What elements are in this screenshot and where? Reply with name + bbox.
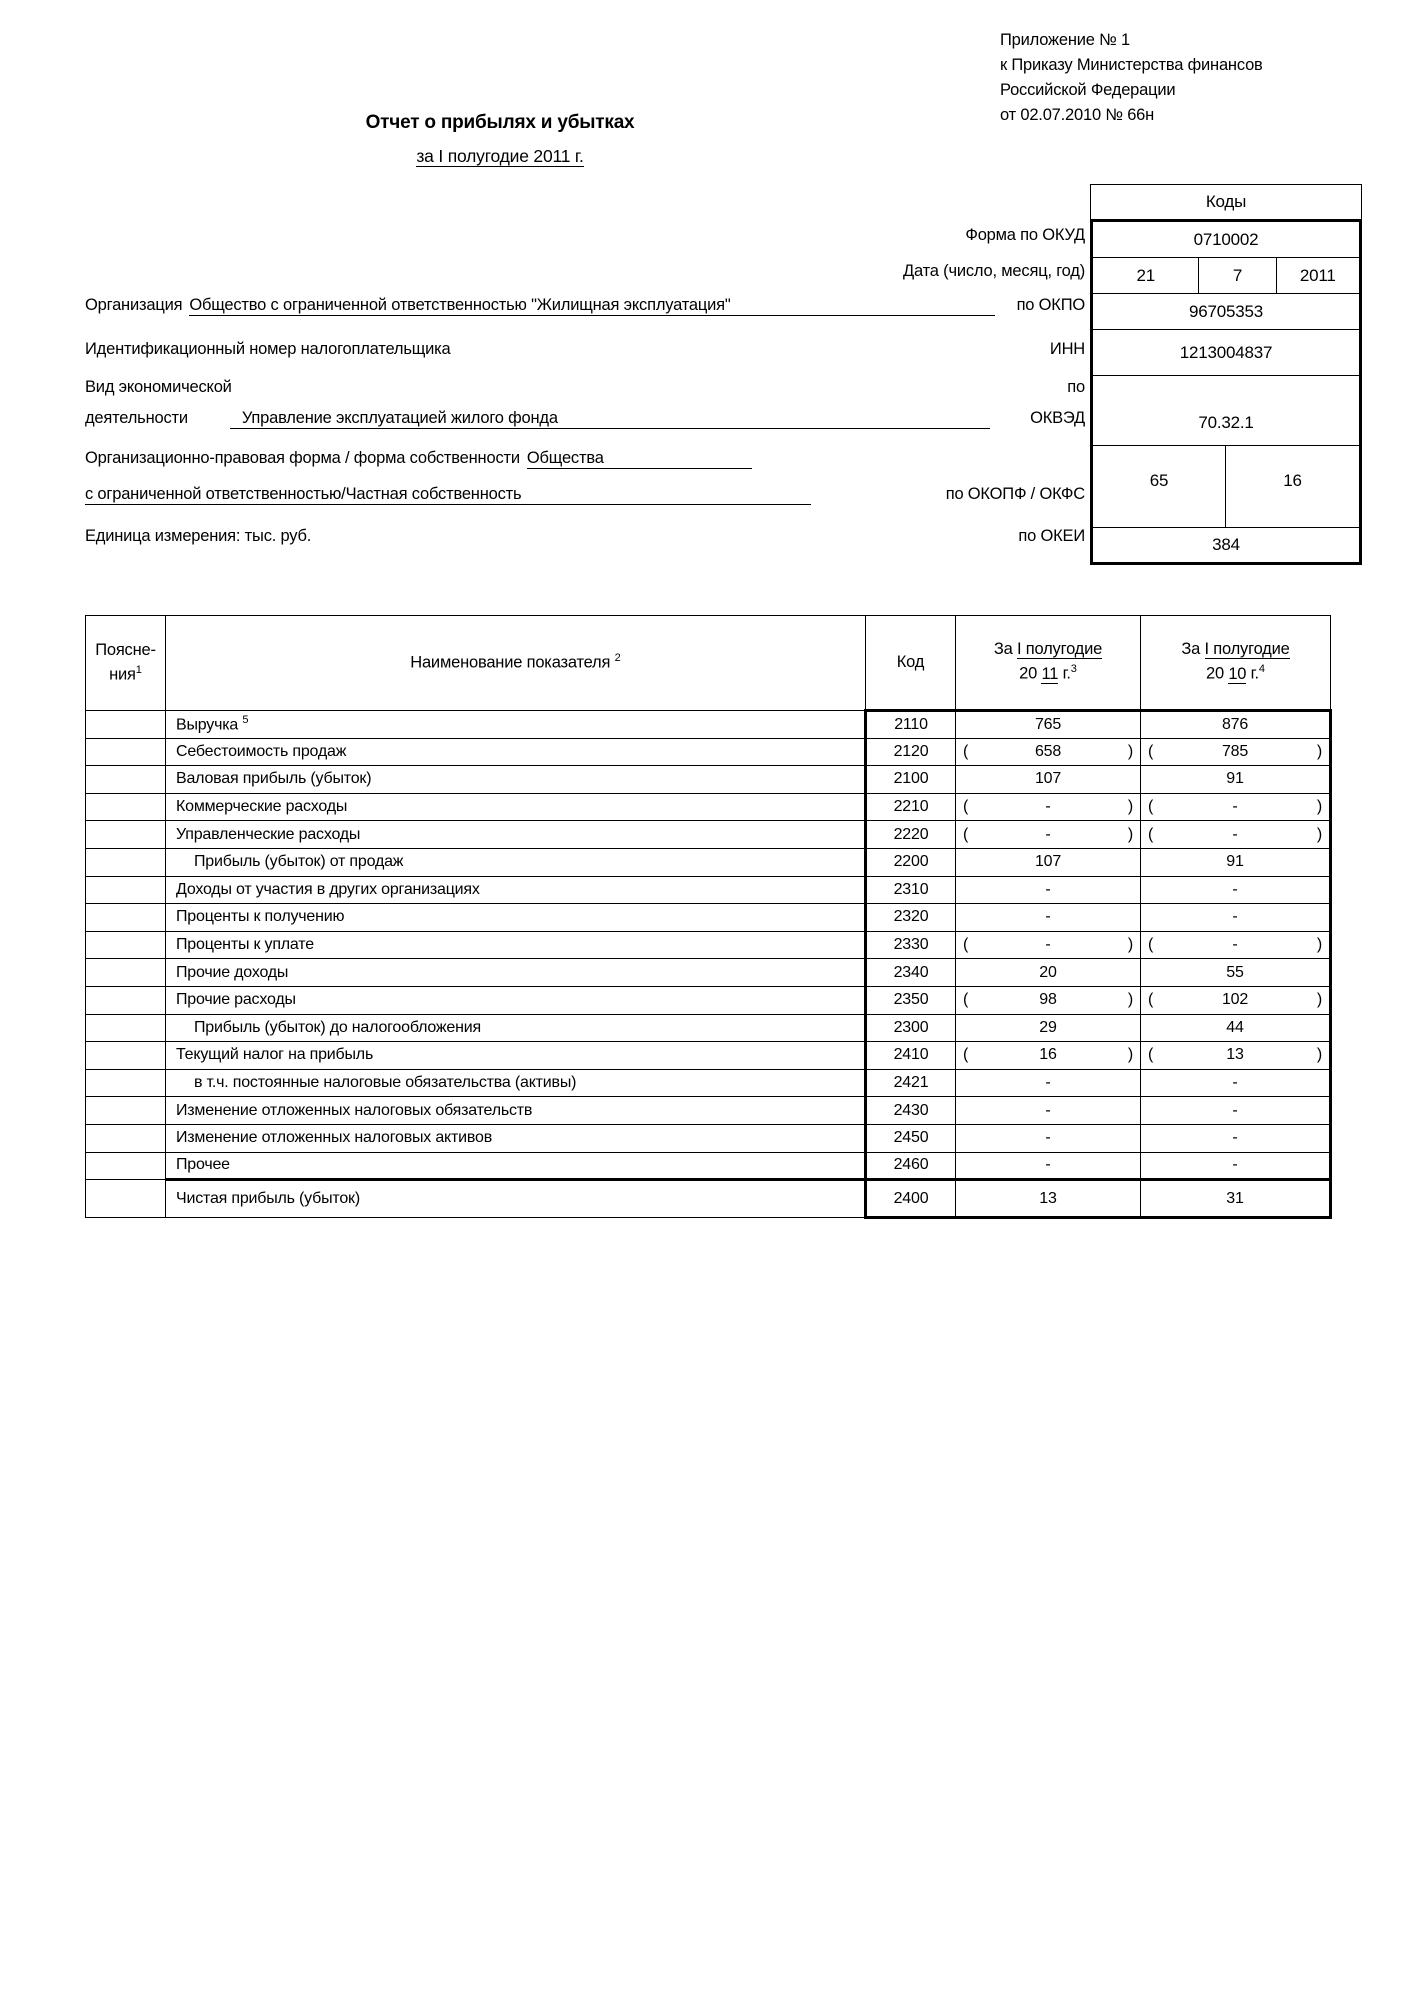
activity-value: Управление эксплуатацией жилого фонда [230, 409, 990, 429]
value-2011: 13 [956, 1180, 1141, 1218]
okud-code-value: 0710002 [1193, 229, 1259, 249]
indicator-name: Доходы от участия в других организациях [166, 876, 866, 904]
indicator-code: 2200 [866, 848, 956, 876]
value-text: - [1232, 798, 1238, 816]
indicator-code: 2100 [866, 766, 956, 794]
value-2011: 765 [956, 711, 1141, 739]
period2-name: I полугодие [1204, 640, 1290, 659]
paren-close: ) [1316, 742, 1322, 760]
explanations-cell [86, 1069, 166, 1097]
indicator-code: 2350 [866, 986, 956, 1014]
paren-close: ) [1127, 936, 1133, 954]
explanations-cell [86, 1042, 166, 1070]
indicator-name: Проценты к получению [166, 904, 866, 932]
value-2011 [956, 986, 1141, 1014]
value-2010: - [1141, 1152, 1331, 1180]
indicator-name: Себестоимость продаж [166, 738, 866, 766]
report-period: за I полугодие 2011 г. [416, 146, 584, 166]
value-2011: 107 [956, 848, 1141, 876]
explanations-cell [86, 1014, 166, 1042]
table-row [86, 793, 1331, 821]
paren-open: ( [963, 825, 969, 843]
value-2010 [1141, 1042, 1331, 1070]
indicator-name [166, 711, 866, 739]
okved-label-line1: по [1067, 378, 1085, 396]
indicator-name: Прочие расходы [166, 986, 866, 1014]
indicator-code: 2310 [866, 876, 956, 904]
date-month-value: 7 [1232, 265, 1243, 285]
explanations-cell [86, 738, 166, 766]
paren-close: ) [1127, 1046, 1133, 1064]
indicator-name-sup: 5 [242, 714, 249, 727]
value-2011 [956, 821, 1141, 849]
indicator-code: 2220 [866, 821, 956, 849]
okopf-okfs-cell [1093, 446, 1359, 528]
table-row [86, 1097, 1331, 1125]
okfs-value: 16 [1283, 470, 1302, 490]
value-2010: - [1141, 1069, 1331, 1097]
indicator-name: Валовая прибыль (убыток) [166, 766, 866, 794]
explanations-cell [86, 793, 166, 821]
indicator-code: 2330 [866, 931, 956, 959]
value-text: 13 [1226, 1046, 1244, 1064]
inn-row [85, 340, 1085, 359]
period2-sup: 4 [1258, 663, 1265, 676]
table-row [86, 1152, 1331, 1180]
indicator-code: 2210 [866, 793, 956, 821]
explanations-cell [86, 931, 166, 959]
period1-century: 20 [1019, 664, 1038, 683]
codes-box [1090, 219, 1362, 565]
codes-header-label: Коды [1205, 192, 1247, 211]
col-indicator-name-header [166, 616, 866, 711]
explanations-header-line2: ния [109, 665, 136, 684]
value-text: 658 [1034, 742, 1062, 760]
indicator-name: Прибыль (убыток) от продаж [166, 848, 866, 876]
indicator-code: 2450 [866, 1124, 956, 1152]
explanations-cell [86, 711, 166, 739]
table-row [86, 711, 1331, 739]
value-text: 785 [1221, 742, 1249, 760]
table-row-net-profit [86, 1180, 1331, 1218]
value-2011: 20 [956, 959, 1141, 987]
report-subtitle [85, 146, 915, 167]
okei-code-value: 384 [1212, 535, 1240, 554]
value-2011 [956, 931, 1141, 959]
col-code-header [866, 616, 956, 711]
indicator-code: 2340 [866, 959, 956, 987]
okpo-label: по ОКПО [1016, 296, 1085, 314]
explanations-cell [86, 1124, 166, 1152]
okved-label-line2: ОКВЭД [1030, 409, 1085, 427]
indicator-name-header-sup: 2 [614, 651, 621, 664]
period1-name: I полугодие [1017, 640, 1103, 659]
paren-open: ( [1148, 798, 1154, 816]
explanations-cell [86, 904, 166, 932]
paren-open: ( [963, 1046, 969, 1064]
paren-close: ) [1316, 1046, 1322, 1064]
value-2011: - [956, 904, 1141, 932]
date-day-value: 21 [1136, 265, 1155, 285]
okud-code-cell [1093, 222, 1359, 258]
value-text: 102 [1221, 991, 1249, 1009]
paren-close: ) [1316, 936, 1322, 954]
inn-code-cell [1093, 330, 1359, 376]
paren-open: ( [963, 798, 969, 816]
appendix-line: Российской Федерации [1000, 81, 1176, 99]
table-row [86, 848, 1331, 876]
table-row [86, 1124, 1331, 1152]
inn-label: ИНН [1049, 340, 1085, 358]
value-2011: 29 [956, 1014, 1141, 1042]
date-label: Дата (число, месяц, год) [903, 262, 1085, 280]
col-period-2010-header [1141, 616, 1331, 711]
indicator-name: Проценты к уплате [166, 931, 866, 959]
activity-row-1 [85, 378, 1085, 397]
value-text: - [1232, 936, 1238, 954]
indicator-name: Прочее [166, 1152, 866, 1180]
value-2010: - [1141, 1097, 1331, 1125]
paren-open: ( [963, 742, 969, 760]
appendix-line: Приложение № 1 [1000, 31, 1131, 49]
explanations-cell [86, 876, 166, 904]
period2-century: 20 [1205, 664, 1224, 683]
table-row [86, 904, 1331, 932]
appendix-line: к Приказу Министерства финансов [1000, 56, 1263, 74]
inn-line-label: Идентификационный номер налогоплательщика [85, 340, 451, 358]
value-2011: 107 [956, 766, 1141, 794]
value-2011: - [956, 1152, 1141, 1180]
activity-label-line1: Вид экономической [85, 378, 232, 396]
period1-year-suffix: г. [1062, 664, 1071, 683]
value-2011 [956, 1042, 1141, 1070]
date-day-cell [1093, 258, 1199, 293]
organization-label: Организация [85, 296, 183, 314]
okfs-cell [1226, 446, 1359, 527]
value-text: - [1045, 798, 1051, 816]
table-row [86, 1069, 1331, 1097]
indicator-name: Прочие доходы [166, 959, 866, 987]
paren-open: ( [963, 991, 969, 1009]
okved-code-cell [1093, 376, 1359, 446]
table-row [86, 766, 1331, 794]
col-period-2011-header [956, 616, 1141, 711]
value-2010 [1141, 738, 1331, 766]
indicator-code: 2300 [866, 1014, 956, 1042]
indicator-name: Чистая прибыль (убыток) [166, 1180, 866, 1218]
value-2010: 876 [1141, 711, 1331, 739]
table-row [86, 1042, 1331, 1070]
value-2010: 55 [1141, 959, 1331, 987]
value-2010 [1141, 821, 1331, 849]
unit-label: Единица измерения: тыс. руб. [85, 527, 312, 545]
value-2010 [1141, 986, 1331, 1014]
value-2011 [956, 738, 1141, 766]
explanations-cell [86, 848, 166, 876]
organization-row [85, 296, 1085, 316]
indicator-code: 2421 [866, 1069, 956, 1097]
paren-open: ( [1148, 1046, 1154, 1064]
value-2010: - [1141, 876, 1331, 904]
indicators-table [85, 615, 1332, 1219]
value-2011: - [956, 876, 1141, 904]
paren-open: ( [1148, 825, 1154, 843]
indicator-code: 2460 [866, 1152, 956, 1180]
paren-close: ) [1316, 825, 1322, 843]
value-2010: - [1141, 1124, 1331, 1152]
paren-close: ) [1127, 742, 1133, 760]
value-2010: 44 [1141, 1014, 1331, 1042]
value-2011: - [956, 1097, 1141, 1125]
table-row [86, 959, 1331, 987]
table-row [86, 931, 1331, 959]
period1-prefix: За [993, 640, 1013, 659]
date-month-cell [1199, 258, 1276, 293]
explanations-cell [86, 986, 166, 1014]
paren-close: ) [1127, 798, 1133, 816]
col-explanations-header [86, 616, 166, 711]
date-label-row [85, 262, 1085, 281]
paren-close: ) [1316, 798, 1322, 816]
indicator-name: Изменение отложенных налоговых активов [166, 1124, 866, 1152]
okei-code-cell [1093, 528, 1359, 562]
explanations-cell [86, 1097, 166, 1125]
value-2011 [956, 793, 1141, 821]
explanations-cell [86, 766, 166, 794]
table-row [86, 986, 1331, 1014]
legal-form-row-2 [85, 485, 1085, 505]
legal-form-value-line2: с ограниченной ответственностью/Частная собственность [85, 485, 811, 505]
organization-value: Общество с ограниченной ответственностью "Жилищная эксплуатация" [189, 296, 994, 316]
activity-row-2 [85, 409, 1085, 429]
indicator-code: 2430 [866, 1097, 956, 1125]
okved-code-value: 70.32.1 [1198, 413, 1254, 432]
explanations-cell [86, 1180, 166, 1218]
date-year-value: 2011 [1299, 265, 1336, 285]
okopf-label: по ОКОПФ / ОКФС [945, 485, 1085, 503]
date-year-cell [1277, 258, 1359, 293]
okopf-value: 65 [1149, 470, 1169, 490]
appendix-note [1000, 28, 1263, 128]
okud-label-row [85, 226, 1085, 245]
indicator-code: 2120 [866, 738, 956, 766]
okopf-cell [1093, 446, 1226, 527]
value-2011: - [956, 1124, 1141, 1152]
paren-close: ) [1316, 991, 1322, 1009]
indicator-name: Коммерческие расходы [166, 793, 866, 821]
value-2010: 91 [1141, 848, 1331, 876]
value-2010: - [1141, 904, 1331, 932]
indicator-code: 2320 [866, 904, 956, 932]
paren-close: ) [1127, 991, 1133, 1009]
value-2010 [1141, 931, 1331, 959]
paren-close: ) [1127, 825, 1133, 843]
explanations-header-line1: Поясне- [95, 640, 156, 659]
indicator-name: Прибыль (убыток) до налогообложения [166, 1014, 866, 1042]
okpo-code-value: 96705353 [1188, 301, 1264, 321]
legal-form-value-line1: Общества [527, 449, 752, 469]
appendix-line: от 02.07.2010 № 66н [1000, 106, 1155, 124]
indicator-name-text: Выручка [176, 716, 239, 734]
paren-open: ( [963, 936, 969, 954]
period2-year: 10 [1228, 664, 1247, 683]
indicator-code: 2110 [866, 711, 956, 739]
table-row [86, 1014, 1331, 1042]
indicator-code: 2400 [866, 1180, 956, 1218]
period1-sup: 3 [1070, 663, 1077, 676]
date-code-cell [1093, 258, 1359, 294]
indicator-name: в т.ч. постоянные налоговые обязательства (активы) [166, 1069, 866, 1097]
value-2010: 31 [1141, 1180, 1331, 1218]
indicator-name: Управленческие расходы [166, 821, 866, 849]
indicator-name: Текущий налог на прибыль [166, 1042, 866, 1070]
legal-form-row-1 [85, 449, 1085, 469]
table-row [86, 876, 1331, 904]
value-text: - [1045, 936, 1051, 954]
indicator-name: Изменение отложенных налоговых обязательств [166, 1097, 866, 1125]
value-2010: 91 [1141, 766, 1331, 794]
explanations-cell [86, 821, 166, 849]
period1-year: 11 [1041, 664, 1059, 683]
explanations-header-sup: 1 [135, 663, 142, 676]
okpo-code-cell [1093, 294, 1359, 330]
unit-row [85, 527, 1085, 546]
paren-open: ( [1148, 991, 1154, 1009]
activity-label-line2: деятельности [85, 409, 188, 427]
paren-open: ( [1148, 742, 1154, 760]
legal-form-label: Организационно-правовая форма / форма собственности [85, 449, 520, 467]
table-row [86, 821, 1331, 849]
explanations-cell [86, 959, 166, 987]
inn-code-value: 1213004837 [1179, 342, 1273, 362]
period2-year-suffix: г. [1250, 664, 1259, 683]
indicator-code: 2410 [866, 1042, 956, 1070]
value-text: 16 [1039, 1046, 1057, 1064]
paren-open: ( [1148, 936, 1154, 954]
okei-label: по ОКЕИ [1018, 527, 1085, 545]
value-2010 [1141, 793, 1331, 821]
value-text: - [1045, 825, 1051, 843]
okud-label: Форма по ОКУД [965, 226, 1085, 244]
report-title: Отчет о прибылях и убытках [365, 112, 635, 133]
table-row [86, 738, 1331, 766]
table-header-row [86, 616, 1331, 711]
code-header-text: Код [896, 652, 925, 671]
value-text: - [1232, 825, 1238, 843]
value-text: 98 [1039, 991, 1057, 1009]
codes-box-header [1090, 184, 1362, 219]
value-2011: - [956, 1069, 1141, 1097]
indicator-name-header-text: Наименование показателя [410, 653, 611, 672]
period2-prefix: За [1181, 640, 1201, 659]
explanations-cell [86, 1152, 166, 1180]
